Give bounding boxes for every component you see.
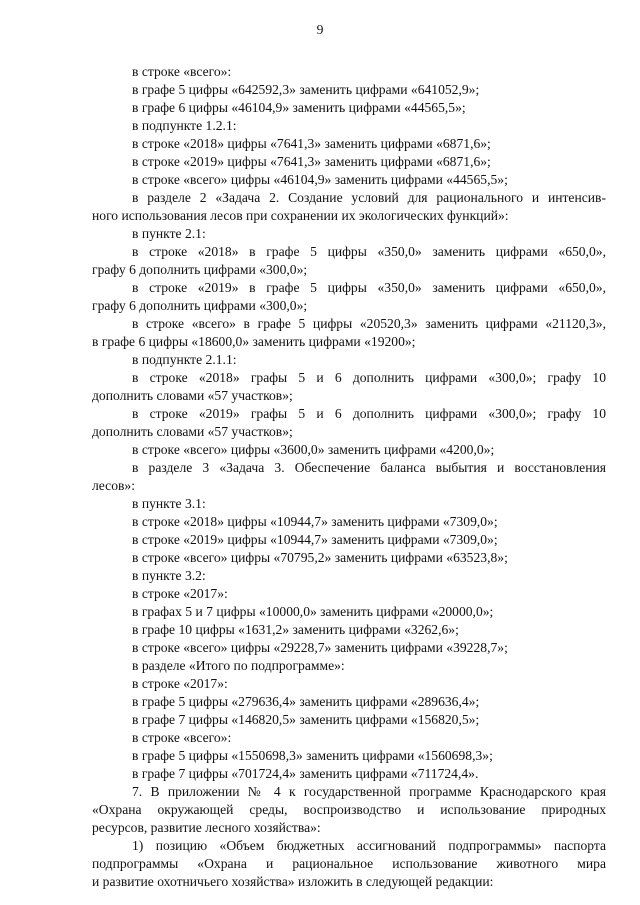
text-line: графу 6 дополнить цифрами «300,0»;: [92, 262, 308, 277]
text-line: 1) позицию «Объем бюджетных ассигнований подпрограммы» паспорта: [132, 838, 606, 853]
text-line: дополнить словами «57 участков»;: [92, 424, 293, 439]
text-line: в разделе «Итого по подпрограмме»:: [132, 658, 345, 673]
text-line: в строке «2018» в графе 5 цифры «350,0» заменить цифрами «650,0»,: [132, 244, 606, 259]
text-line: в графе 5 цифры «1550698,3» заменить цифрами «1560698,3»;: [132, 748, 493, 763]
text-line: в строке «2019» в графе 5 цифры «350,0» заменить цифрами «650,0»,: [132, 280, 606, 295]
text-line: в строке «всего» цифры «70795,2» заменить цифрами «63523,8»;: [132, 550, 508, 565]
text-line: в графе 5 цифры «642592,3» заменить цифрами «641052,9»;: [132, 82, 480, 97]
text-line: ного использования лесов при сохранении их экологических функций»:: [92, 208, 509, 223]
text-line: в графе 7 цифры «146820,5» заменить цифрами «156820,5»;: [132, 712, 480, 727]
text-line: в графе 7 цифры «701724,4» заменить цифрами «711724,4».: [132, 766, 479, 781]
text-line: в строке «2019» цифры «10944,7» заменить цифрами «7309,0»;: [132, 532, 498, 547]
text-line: в пункте 2.1:: [132, 226, 206, 241]
text-line: лесов»:: [92, 478, 135, 493]
text-line: дополнить словами «57 участков»;: [92, 388, 293, 403]
text-line: подпрограммы «Охрана и рациональное использование животного мира: [92, 856, 606, 871]
text-line: в подпункте 1.2.1:: [132, 118, 237, 133]
text-line: в строке «всего»:: [132, 64, 232, 79]
text-line: в графе 10 цифры «1631,2» заменить цифрами «3262,6»;: [132, 622, 459, 637]
text-line: в строке «всего» цифры «3600,0» заменить цифрами «4200,0»;: [132, 442, 495, 457]
text-line: в строке «2018» цифры «10944,7» заменить цифрами «7309,0»;: [132, 514, 498, 529]
text-line: в строке «2018» цифры «7641,3» заменить цифрами «6871,6»;: [132, 136, 491, 151]
text-line: и развитие охотничьего хозяйства» изложить в следующей редакции:: [92, 874, 494, 889]
text-line: в пункте 3.1:: [132, 496, 206, 511]
text-line: в графе 5 цифры «279636,4» заменить цифрами «289636,4»;: [132, 694, 480, 709]
text-line: в строке «всего» в графе 5 цифры «20520,3» заменить цифрами «21120,3»,: [132, 316, 606, 331]
text-line: 7. В приложении № 4 к государственной программе Краснодарского края: [132, 784, 606, 799]
text-line: в строке «всего»:: [132, 730, 232, 745]
text-line: графу 6 дополнить цифрами «300,0»;: [92, 298, 308, 313]
text-line: ресурсов, развитие лесного хозяйства»:: [92, 820, 321, 835]
text-line: в пункте 3.2:: [132, 568, 206, 583]
text-line: в графе 6 цифры «46104,9» заменить цифрами «44565,5»;: [132, 100, 466, 115]
text-line: в строке «2017»:: [132, 586, 228, 601]
text-line: в разделе 2 «Задача 2. Создание условий для рационального и интенсив-: [132, 190, 606, 205]
text-line: в строке «всего» цифры «46104,9» заменить цифрами «44565,5»;: [132, 172, 508, 187]
text-line: в строке «2019» графы 5 и 6 дополнить цифрами «300,0»; графу 10: [132, 406, 606, 421]
document-body: [92, 63, 606, 891]
text-line: в графах 5 и 7 цифры «10000,0» заменить цифрами «20000,0»;: [132, 604, 494, 619]
text-line: «Охрана окружающей среды, воспроизводство и использование природных: [92, 802, 606, 817]
text-line: в строке «2018» графы 5 и 6 дополнить цифрами «300,0»; графу 10: [132, 370, 606, 385]
text-line: в строке «2017»:: [132, 676, 228, 691]
text-line: в строке «2019» цифры «7641,3» заменить цифрами «6871,6»;: [132, 154, 491, 169]
text-line: в разделе 3 «Задача 3. Обеспечение баланса выбытия и восстановления: [132, 460, 606, 475]
page-number: 9: [316, 22, 324, 37]
text-line: в подпункте 2.1.1:: [132, 352, 237, 367]
text-line: в строке «всего» цифры «29228,7» заменить цифрами «39228,7»;: [132, 640, 508, 655]
text-line: в графе 6 цифры «18600,0» заменить цифрами «19200»;: [92, 334, 416, 349]
